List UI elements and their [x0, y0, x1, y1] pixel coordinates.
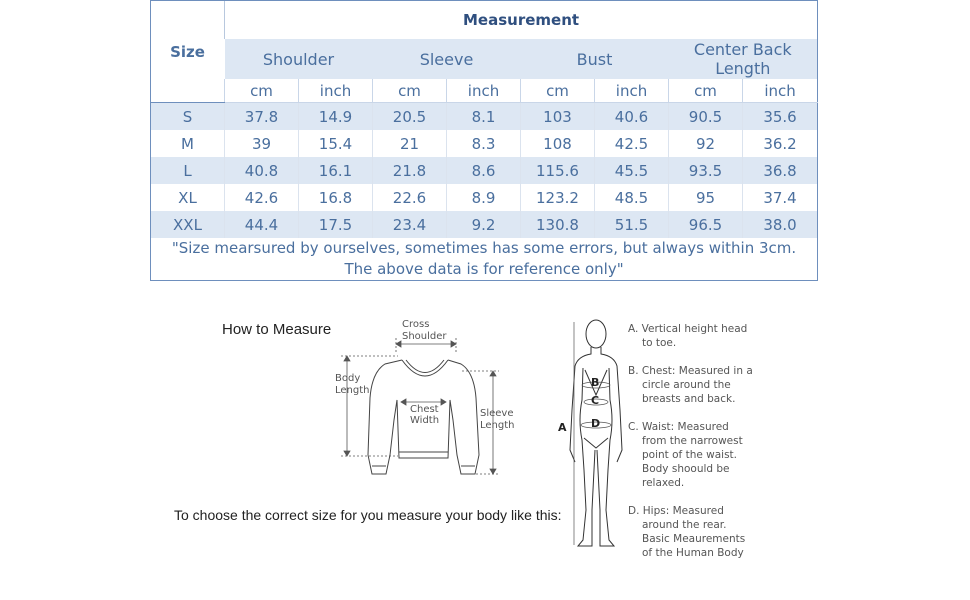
value-cell: 96.5 [669, 211, 743, 238]
instruction-b [628, 364, 768, 406]
size-cell: XXL [151, 211, 225, 238]
body-length-label-2: Length [335, 385, 370, 396]
group-center-back-length: Center Back Length [669, 39, 818, 79]
value-cell: 8.9 [447, 184, 521, 211]
value-cell: 38.0 [743, 211, 818, 238]
value-cell: 51.5 [595, 211, 669, 238]
value-cell: 37.4 [743, 184, 818, 211]
instruction-text: point of the waist. [642, 449, 738, 461]
instruction-text: circle around the [642, 379, 731, 391]
size-cell: S [151, 103, 225, 131]
instruction-text: breasts and back. [642, 393, 736, 405]
value-cell: 42.5 [595, 130, 669, 157]
unit-cell: cm [521, 79, 595, 103]
cross-shoulder-label-2: Shoulder [402, 331, 447, 342]
value-cell: 17.5 [299, 211, 373, 238]
value-cell: 42.6 [225, 184, 299, 211]
instruction-a [628, 322, 768, 350]
value-cell: 40.8 [225, 157, 299, 184]
value-cell: 40.6 [595, 103, 669, 131]
instruction-text: around the rear. [642, 519, 727, 531]
unit-cell: cm [373, 79, 447, 103]
letter-b-label: B [591, 376, 600, 389]
unit-cell: inch [447, 79, 521, 103]
instruction-text: Body shoould be [642, 463, 730, 475]
unit-cell: inch [299, 79, 373, 103]
unit-cell: cm [669, 79, 743, 103]
value-cell: 90.5 [669, 103, 743, 131]
value-cell: 21.8 [373, 157, 447, 184]
value-cell: 36.8 [743, 157, 818, 184]
value-cell: 92 [669, 130, 743, 157]
letter-c-label: C [591, 394, 600, 407]
chest-width-label-2: Width [410, 415, 440, 426]
unit-cell: inch [595, 79, 669, 103]
group-shoulder: Shoulder [225, 39, 373, 79]
value-cell: 123.2 [521, 184, 595, 211]
value-cell: 108 [521, 130, 595, 157]
value-cell: 93.5 [669, 157, 743, 184]
group-sleeve: Sleeve [373, 39, 521, 79]
unit-cell: cm [225, 79, 299, 103]
instruction-text: to toe. [642, 337, 677, 349]
note-line-2: The above data is for reference only" [344, 260, 624, 278]
measurement-instructions [628, 322, 768, 574]
value-cell: 103 [521, 103, 595, 131]
instruction-c [628, 420, 768, 490]
value-cell: 35.6 [743, 103, 818, 131]
cross-shoulder-label-1: Cross [402, 319, 430, 330]
value-cell: 95 [669, 184, 743, 211]
value-cell: 16.8 [299, 184, 373, 211]
size-cell: L [151, 157, 225, 184]
value-cell: 9.2 [447, 211, 521, 238]
instruction-text: relaxed. [642, 477, 685, 489]
size-cell: XL [151, 184, 225, 211]
value-cell: 130.8 [521, 211, 595, 238]
size-cell: M [151, 130, 225, 157]
instruction-text: from the narrowest [642, 435, 743, 447]
instruction-text: C. Waist: Measured [628, 421, 729, 433]
value-cell: 15.4 [299, 130, 373, 157]
size-header: Size [151, 1, 225, 103]
instruction-text: A. Vertical height head [628, 323, 748, 335]
group-bust: Bust [521, 39, 669, 79]
value-cell: 23.4 [373, 211, 447, 238]
how-to-measure-title: How to Measure [222, 321, 332, 338]
value-cell: 48.5 [595, 184, 669, 211]
value-cell: 14.9 [299, 103, 373, 131]
instruction-d [628, 504, 768, 560]
value-cell: 22.6 [373, 184, 447, 211]
letter-d-label: D [591, 417, 601, 430]
instruction-text: B. Chest: Measured in a [628, 365, 753, 377]
value-cell: 16.1 [299, 157, 373, 184]
instruction-text: Basic Meaurements [642, 533, 746, 545]
body-length-label-1: Body [335, 373, 361, 384]
value-cell: 20.5 [373, 103, 447, 131]
value-cell: 8.6 [447, 157, 521, 184]
instruction-text: D. Hips: Measured [628, 505, 724, 517]
value-cell: 44.4 [225, 211, 299, 238]
letter-a-label: A [558, 421, 567, 434]
choose-size-text: To choose the correct size for you measure your body like this: [174, 507, 562, 523]
unit-cell: inch [743, 79, 818, 103]
instruction-text: of the Human Body [642, 547, 744, 559]
note-line-1: "Size mearsured by ourselves, sometimes has some errors, but always within 3cm. [171, 239, 797, 257]
body-figure-icon [570, 320, 622, 546]
value-cell: 115.6 [521, 157, 595, 184]
value-cell: 8.3 [447, 130, 521, 157]
value-cell: 39 [225, 130, 299, 157]
chest-width-label-1: Chest [410, 404, 439, 415]
value-cell: 8.1 [447, 103, 521, 131]
value-cell: 45.5 [595, 157, 669, 184]
measurement-title: Measurement [225, 1, 818, 40]
value-cell: 21 [373, 130, 447, 157]
sleeve-length-label-2: Length [480, 420, 515, 431]
value-cell: 37.8 [225, 103, 299, 131]
value-cell: 36.2 [743, 130, 818, 157]
sleeve-length-label-1: Sleeve [480, 408, 514, 419]
